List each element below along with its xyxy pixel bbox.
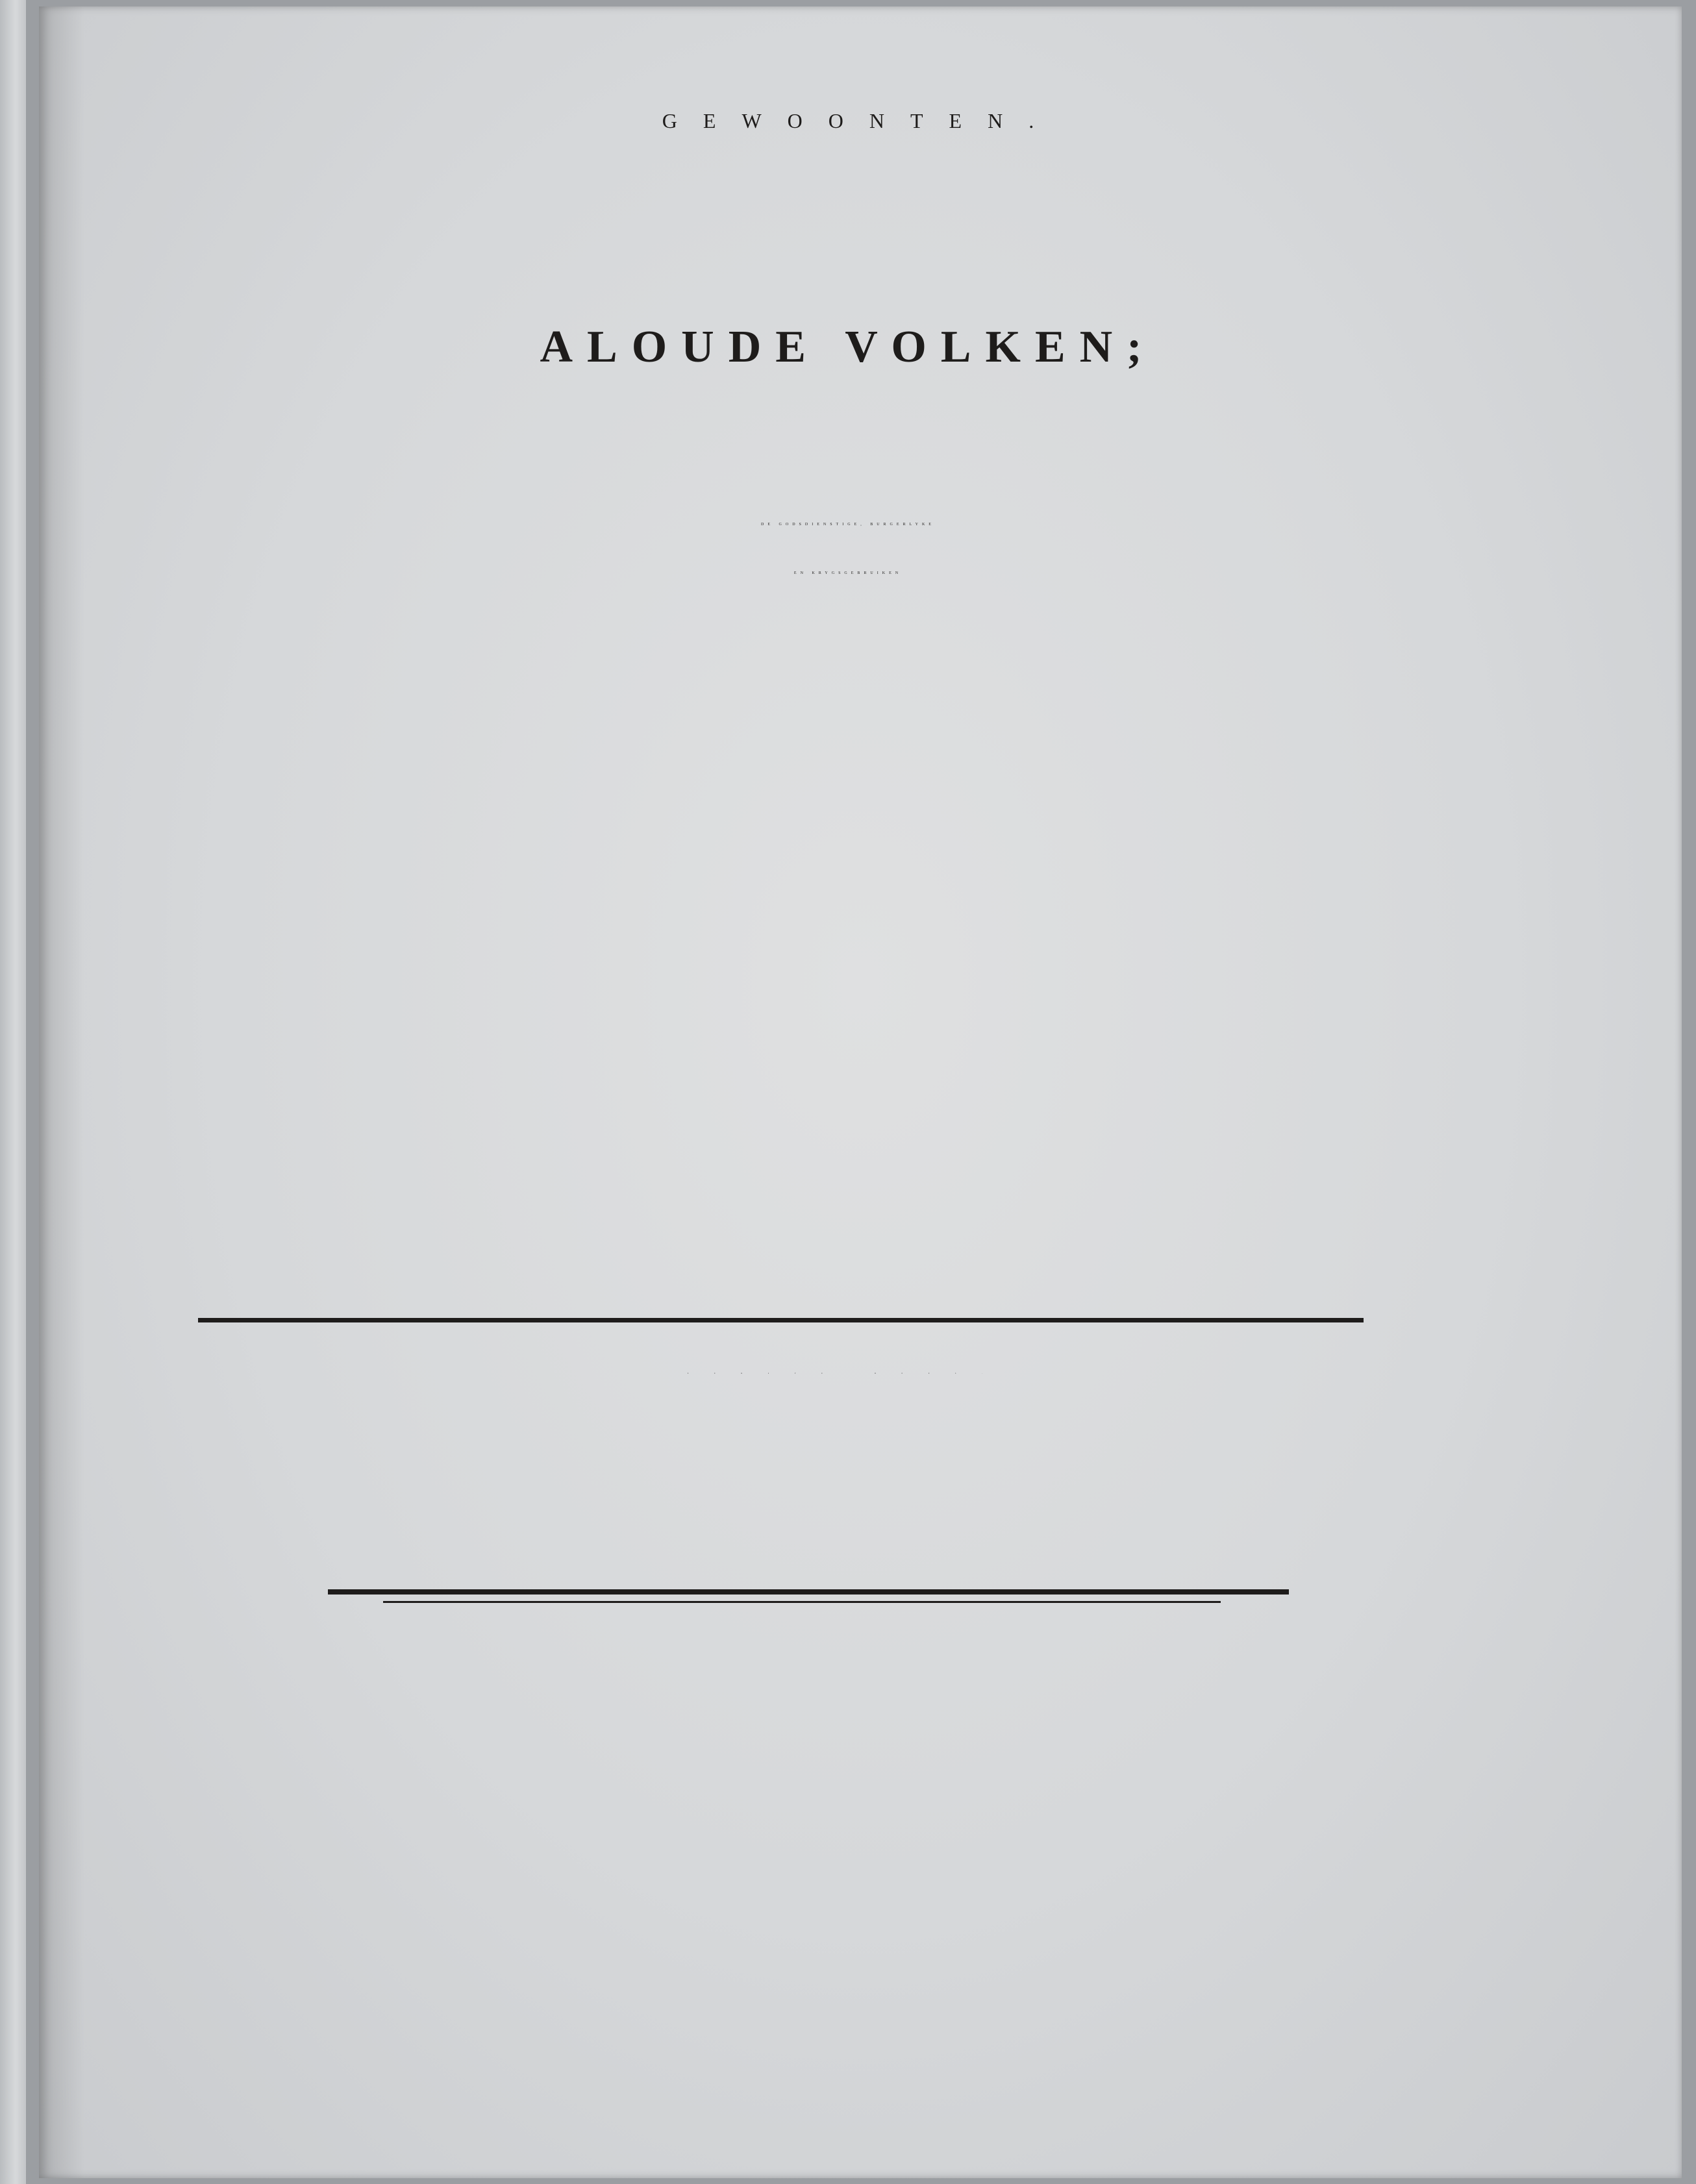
- title-gewoonten: GEWOONTEN.: [662, 109, 1060, 132]
- subtitle-line-2: EN KRYGSGEBRUIKEN: [793, 571, 903, 575]
- volume-eerste-deel: EERSTE DEEL.: [687, 1373, 1009, 1374]
- rule-lower-thin: [383, 1601, 1221, 1603]
- rule-upper: [198, 1318, 1364, 1322]
- rule-lower-thick: [328, 1589, 1289, 1595]
- subtitle-line-1: DE GODSDIENSTIGE, BURGERLYKE: [761, 523, 935, 527]
- title-aloude-volken: ALOUDE VOLKEN;: [540, 322, 1156, 372]
